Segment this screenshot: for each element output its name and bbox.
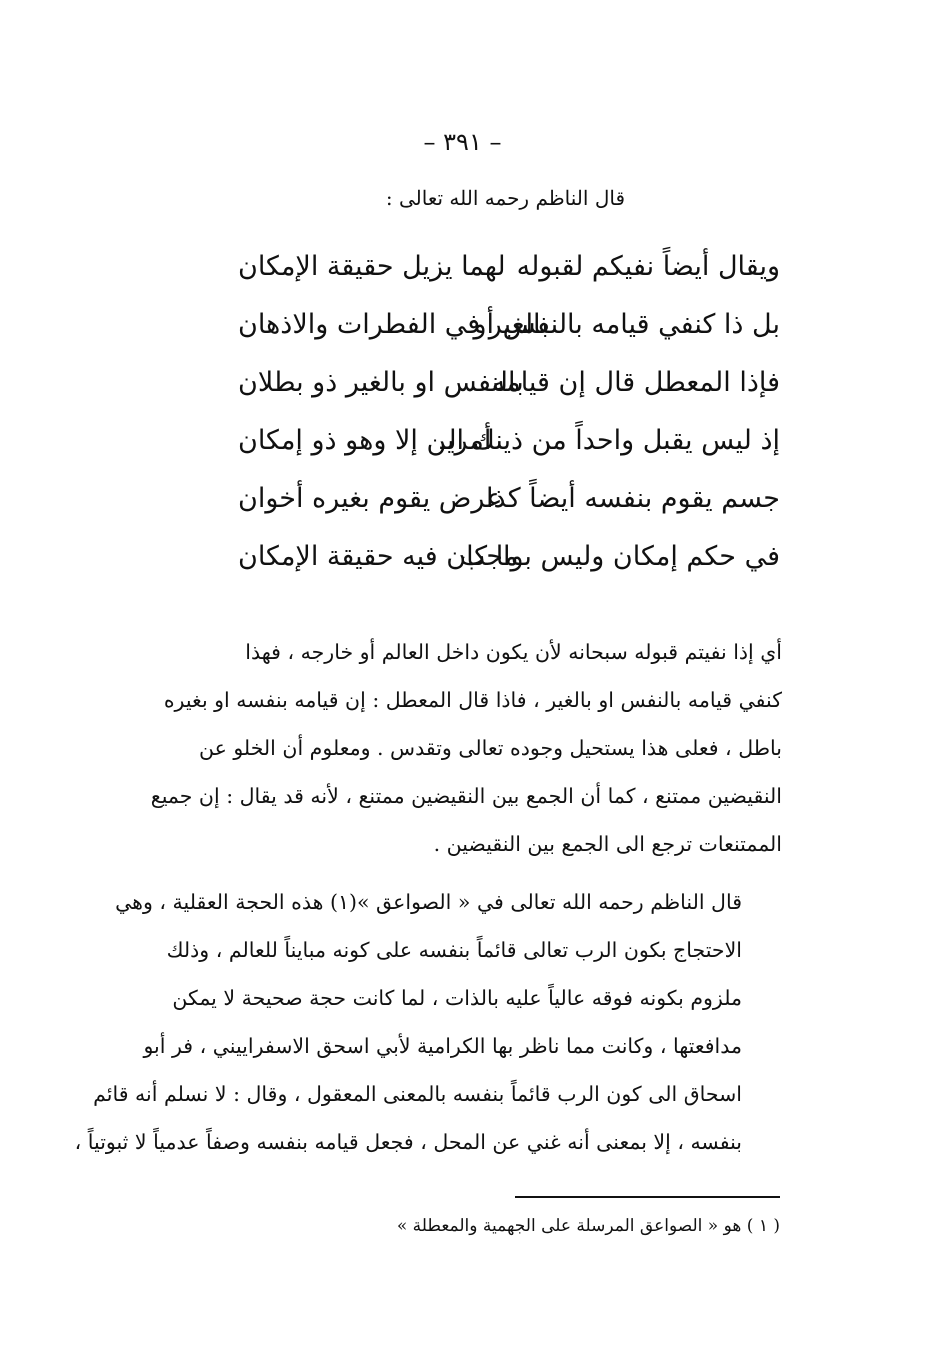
verse-second-hemistich: لهما يزيل حقيقة الإمكان <box>238 251 506 282</box>
commentary-line: النقيضين ممتنع ، كما أن الجمع بين النقيضين ممتنع ، لأنه قد يقال : إن جميع <box>150 784 782 808</box>
verse-line <box>200 470 800 528</box>
quotation-paragraph <box>74 878 782 1166</box>
commentary-line: أي إذا نفيتم قبوله سبحانه لأن يكون داخل العالم أو خارجه ، فهذا <box>245 640 782 664</box>
page-number: – ٣٩١ – <box>423 128 502 156</box>
section-heading: قال الناظم رحمه الله تعالى : <box>385 186 625 210</box>
paragraph-line: الاحتجاج بكون الرب تعالى قائماً بنفسه على كونه مبايناً للعالم ، وذلك <box>166 938 742 962</box>
verse-line <box>200 528 800 586</box>
verse-second-hemistich: ما كان فيه حقيقة الإمكان <box>238 541 519 572</box>
verse-first-hemistich: فإذا المعطل قال إن قيامه <box>491 367 780 398</box>
verse-line <box>200 238 800 296</box>
footnote: ( ١ ) هو « الصواعق المرسلة على الجهمية والمعطلة » <box>396 1216 780 1236</box>
paragraph-line: قال الناظم رحمه الله تعالى في « الصواعق »(١) هذه الحجة العقلية ، وهي <box>115 890 742 914</box>
verse-second-hemistich: عرض يقوم بغيره أخوان <box>238 483 503 514</box>
verse-first-hemistich: بل ذا كنفي قيامه بالنفس أو <box>473 309 780 340</box>
commentary-line: الممتنعات ترجع الى الجمع بين النقيضين . <box>433 832 782 856</box>
verse-second-hemistich: بالنفس او بالغير ذو بطلان <box>238 367 524 398</box>
verse-first-hemistich: ويقال أيضاً نفيكم لقبوله <box>516 251 780 282</box>
paragraph-line: ملزوم بكونه فوقه عالياً عليه بالذات ، لما كانت حجة صحيحة لا يمكن <box>172 986 742 1010</box>
paragraph-line: مدافعتها ، وكانت مما ناظر بها الكرامية لأبي اسحق الاسفراييني ، فر أبو <box>143 1034 742 1058</box>
commentary-paragraph <box>150 628 782 868</box>
paragraph-line: بنفسه ، إلا بمعنى أنه غني عن المحل ، فجعل قيامه بنفسه وصفاً عدمياً لا ثبوتياً ، <box>74 1130 742 1154</box>
verse-second-hemistich: بالغير في الفطرات والاذهان <box>238 309 549 340</box>
verse-first-hemistich: في حكم إمكان وليس بواجب <box>459 541 780 572</box>
verse-line <box>200 412 800 470</box>
verse-second-hemistich: أمرين إلا وهو ذو إمكان <box>238 425 492 456</box>
footnote-divider <box>515 1196 780 1198</box>
commentary-line: كنفي قيامه بالنفس او بالغير ، فاذا قال المعطل : إن قيامه بنفسه او بغيره <box>163 688 782 712</box>
paragraph-line: اسحاق الى كون الرب قائماً بنفسه بالمعنى المعقول ، وقال : لا نسلم أنه قائم <box>93 1082 742 1106</box>
verse-line <box>200 354 800 412</box>
verse-line <box>200 296 800 354</box>
poem-verses <box>200 238 800 586</box>
verse-first-hemistich: جسم يقوم بنفسه أيضاً كذا <box>486 483 780 514</box>
commentary-line: باطل ، فعلى هذا يستحيل وجوده تعالى وتقدس . ومعلوم أن الخلو عن <box>198 736 782 760</box>
verse-first-hemistich: إذ ليس يقبل واحداً من ذينك الـ <box>440 425 780 456</box>
